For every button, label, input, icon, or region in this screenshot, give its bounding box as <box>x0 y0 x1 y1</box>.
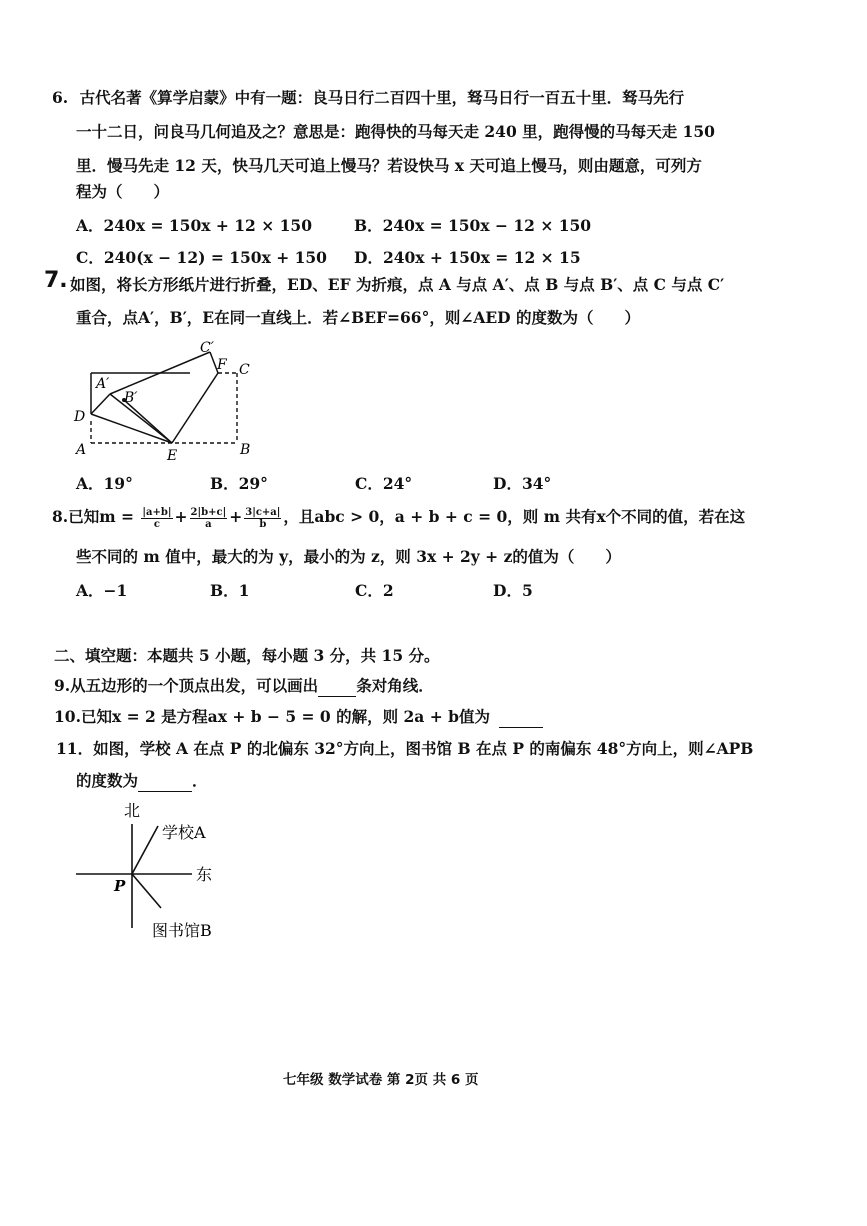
q8-option-a[interactable]: A．−1 <box>76 581 128 600</box>
section2-heading: 二、填空题：本题共 5 小题，每小题 3 分，共 15 分。 <box>54 646 440 665</box>
q7-line1: 如图，将长方形纸片进行折叠，ED、EF 为折痕，点 A 与点 A′、点 B 与点 B′、点 C 与点 C′ <box>70 275 725 294</box>
q9-text-after: 条对角线． <box>356 676 434 695</box>
q6-option-d[interactable]: D．240x + 150x = 12 × 15 <box>354 248 581 267</box>
label-b: B <box>240 442 251 458</box>
q6-text-1: 古代名著《算学启蒙》中有一题：良马日行二百四十里，驽马日行一百五十里．驽马先行 <box>79 88 685 107</box>
label-f: F <box>217 357 227 373</box>
q11-text-after: ． <box>192 771 208 790</box>
label-north: 北 <box>124 801 141 820</box>
q6-number: 6. <box>52 88 69 107</box>
label-library-b: 图书馆B <box>152 921 212 940</box>
q8-frac1-den: c <box>153 518 160 530</box>
q8-frac3-den: b <box>259 518 267 530</box>
label-a: A <box>76 442 87 458</box>
label-c-prime: C′ <box>200 340 214 356</box>
q6-option-b[interactable]: B．240x = 150x − 12 × 150 <box>354 216 592 235</box>
label-a-prime: A′ <box>96 376 110 392</box>
q6-line1 <box>52 87 684 109</box>
q8-option-d[interactable]: D．5 <box>493 581 533 600</box>
q8-fraction-1 <box>141 507 172 530</box>
q6-option-c[interactable]: C．240(x − 12) = 150x + 150 <box>76 248 327 267</box>
q9-text-before: 9.从五边形的一个顶点出发，可以画出 <box>54 676 319 695</box>
q7-number: 7. <box>44 268 68 293</box>
q8-line2: 些不同的 m 值中，最大的为 y，最小的为 z，则 3x + 2y + z的值为（ ） <box>76 547 621 566</box>
q6-line4: 程为（ ） <box>76 182 170 201</box>
q8-option-b[interactable]: B．1 <box>210 581 250 600</box>
q8-number: 8. <box>52 507 69 526</box>
label-c: C <box>239 362 250 378</box>
q8-fraction-3 <box>244 507 281 530</box>
q9-answer-blank[interactable] <box>318 678 356 697</box>
q8-suffix: ，且abc > 0，a + b + c = 0，则 m 共有x个不同的值，若在这 <box>283 507 746 526</box>
label-school-a: 学校A <box>162 823 206 842</box>
q7-option-b[interactable]: B．29° <box>210 474 268 493</box>
q7-option-d[interactable]: D．34° <box>493 474 552 493</box>
label-east: 东 <box>196 865 213 884</box>
q11-line2 <box>76 770 208 792</box>
q8-option-c[interactable]: C．2 <box>355 581 394 600</box>
q6-line3: 里．慢马先走 12 天，快马几天可追上慢马？若设快马 x 天可追上慢马，则由题意，可列方 <box>76 156 702 175</box>
q9-line <box>54 675 434 697</box>
q7-option-c[interactable]: C．24° <box>355 474 413 493</box>
q10-answer-blank[interactable] <box>499 709 543 728</box>
q11-text-before: 的度数为 <box>76 771 139 790</box>
q8-prefix: 已知m = <box>68 507 134 526</box>
q11-answer-blank[interactable] <box>138 773 192 792</box>
q8-fraction-2 <box>190 507 228 530</box>
q6-option-a[interactable]: A．240x = 150x + 12 × 150 <box>76 216 312 235</box>
q11-line1: 11．如图，学校 A 在点 P 的北偏东 32°方向上，图书馆 B 在点 P 的南偏东 48°方向上，则∠APB <box>56 739 754 758</box>
q8-line1: 8.已知m = $\frac{|a+b|}{c}$ + $\frac{2|b+c|}{a}$ + $\frac{3|c+a|}{b}$ ，且abc > 0，a + b + c = 0，则 m 共有x个不同的值，若在这 <box>52 506 746 530</box>
q10-line <box>54 706 543 728</box>
page-footer: 七年级 数学试卷 第 2页 共 6 页 <box>283 1072 479 1088</box>
q11-direction-figure <box>70 796 240 946</box>
q8-frac2-den: a <box>205 518 212 530</box>
q7-option-a[interactable]: A．19° <box>76 474 133 493</box>
q10-text: 10.已知x = 2 是方程ax + b − 5 = 0 的解，则 2a + b值为 <box>54 707 490 726</box>
q8-frac1-num: |a+b| <box>142 506 172 518</box>
q7-line2: 重合，点A′，B′，E在同一直线上．若∠BEF=66°，则∠AED 的度数为（ ） <box>76 308 640 327</box>
q8-frac2-num: 2|b+c| <box>190 506 227 518</box>
q6-line2: 一十二日，问良马几何追及之？意思是：跑得快的马每天走 240 里，跑得慢的马每天走 150 <box>76 122 715 141</box>
q7-folding-figure <box>70 336 270 466</box>
label-d: D <box>74 409 86 425</box>
label-b-prime: B′ <box>124 390 138 406</box>
q8-frac3-num: 3|c+a| <box>245 506 281 518</box>
label-e: E <box>167 448 178 464</box>
label-point-p: P <box>114 877 126 895</box>
